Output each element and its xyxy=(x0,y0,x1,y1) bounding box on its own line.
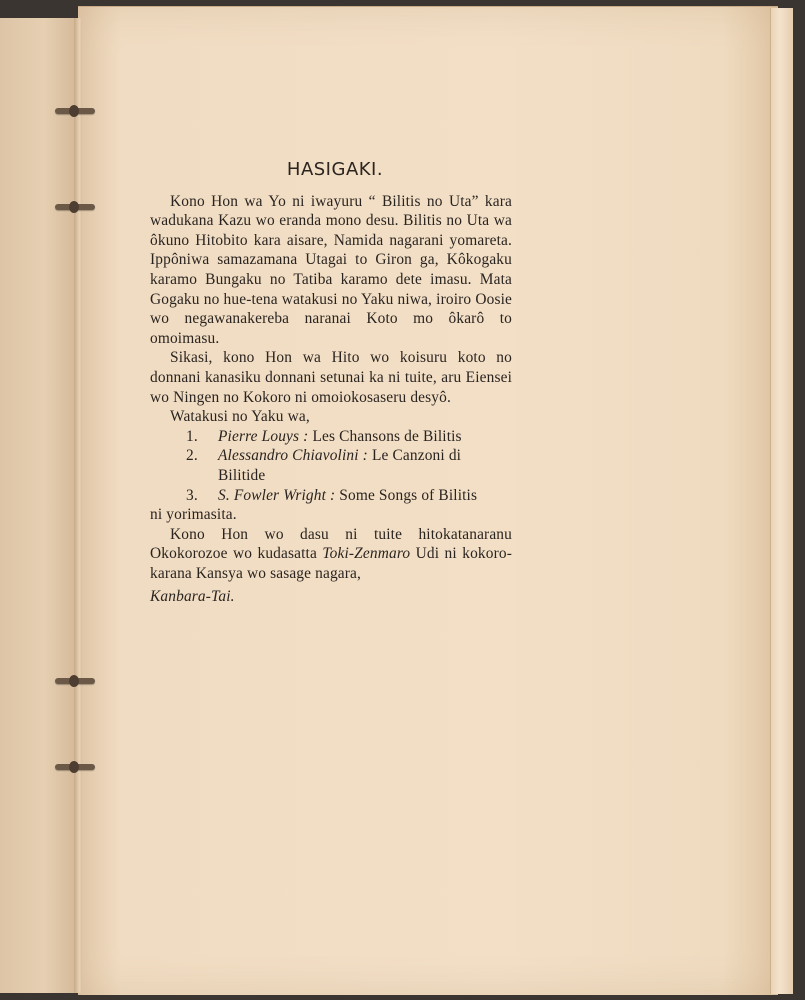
paragraph-text: Udi ni kokoro-karana Kansya wo sasage nagara, xyxy=(150,545,512,582)
left-page-edge xyxy=(0,18,81,993)
list-number: 2. xyxy=(186,447,198,465)
binding-stitch xyxy=(55,204,95,210)
list-number: 1. xyxy=(186,427,198,445)
work-title: Le Canzoni di Bilitide xyxy=(218,447,462,484)
list-item xyxy=(150,446,512,485)
paragraph: Kono Hon wa Yo ni iwayuru “ Bilitis no Uta” kara wadukana Kazu wo eranda mono desu. Bilitis no Uta wa ôkuno Hitobito kara aisare, Namida nagarani yomareta. Ippôniwa samazamana Utagai to Giron ga, Kôkogaku karamo Bungaku no Tatiba karamo dete imasu. Mata Gogaku no hue-tena watakusi no Yaku niwa, iroiro Oosie wo negawanakereba naranai Koto mo ôkarô to omoimasu. xyxy=(150,192,512,347)
page-title: HASIGAKI. xyxy=(286,159,384,180)
person-name: Toki-Zenmaro xyxy=(322,545,411,563)
author-name: S. Fowler Wright : xyxy=(218,486,336,504)
paragraph: Sikasi, kono Hon wa Hito wo koisuru koto no donnani kanasiku donnani setunai ka ni tuite, aru Eiensei wo Ningen no Kokoro ni omoiokosaseru desyô. xyxy=(150,349,512,406)
list-item xyxy=(150,427,512,447)
signature: Kanbara-Tai. xyxy=(150,588,235,606)
list-item xyxy=(150,486,512,506)
author-name: Pierre Louys : xyxy=(218,427,309,445)
author-name: Alessandro Chiavolini : xyxy=(218,447,368,465)
binding-stitch xyxy=(55,678,95,684)
binding-stitch xyxy=(55,108,95,114)
page-stack-edge xyxy=(770,8,793,994)
paragraph: Watakusi no Yaku wa, xyxy=(170,408,310,426)
work-title: Some Songs of Bilitis xyxy=(339,486,478,504)
list-number: 3. xyxy=(186,486,198,504)
paragraph xyxy=(150,525,512,584)
binding-stitch xyxy=(55,764,95,770)
page-text-block xyxy=(150,160,512,607)
work-title: Les Chansons de Bilitis xyxy=(312,427,462,445)
paragraph-text: Kono Hon wo dasu ni tuite hitokatanaranu Okokorozoe wo kudasatta xyxy=(150,525,512,563)
paragraph: ni yorimasita. xyxy=(150,506,237,524)
binding-fold xyxy=(74,18,82,993)
translation-list xyxy=(150,427,512,505)
